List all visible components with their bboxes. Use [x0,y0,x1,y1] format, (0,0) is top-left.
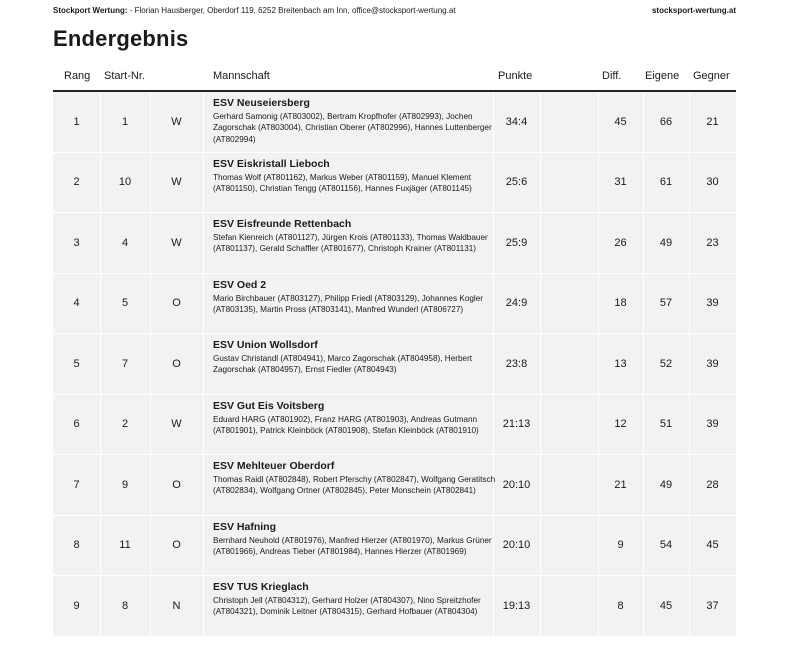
column-divider [540,274,541,334]
header-info [53,6,456,15]
group-cell: O [172,478,181,491]
rank-cell: 6 [73,418,80,431]
diff-cell: 12 [614,418,627,431]
team-players: Thomas Raidl (AT802848), Robert Pferschy (AT802847), Wolfgang Geratitsch (AT802834), Wolfgang Ortner (AT802845), Peter Monschein (AT802841) [213,475,496,496]
diff-cell: 18 [614,297,627,310]
column-divider [540,576,541,636]
header-org-label: Stockport Wertung: [53,6,128,15]
group-cell: O [172,539,181,552]
team-name: ESV Eisfreunde Rettenbach [213,218,352,230]
team-cell [213,521,498,558]
own-score-cell: 57 [659,297,673,310]
table-row [53,213,736,274]
opponent-score-cell: 39 [706,357,719,370]
opponent-score-cell: 39 [706,297,719,310]
column-divider [203,516,204,576]
column-divider [203,455,204,515]
table-row [53,455,736,516]
team-players: Christoph Jell (AT804312), Gerhard Holzer (AT804307), Nino Spreitzhofer (AT804321), Dominik Leitner (AT804315), Gerhard Hofbauer (AT804304) [213,596,481,617]
table-row [53,395,736,456]
column-divider [203,395,204,455]
header-website-link[interactable]: stocksport-wertung.at [651,6,736,15]
own-score-cell: 45 [659,599,673,612]
group-cell: W [171,115,182,128]
col-header-diff: Diff. [602,70,622,82]
column-divider [203,274,204,334]
column-divider [203,334,204,394]
diff-cell: 26 [614,236,627,249]
diff-cell: 8 [617,599,624,612]
team-players: Thomas Wolf (AT801162), Markus Weber (AT801159), Manuel Klement (AT801150), Christian Tengg (AT801156), Hannes Fuxjäger (AT801145) [213,172,472,193]
page-title: Endergebnis [53,26,189,51]
column-divider [540,334,541,394]
column-divider [540,455,541,515]
group-cell: W [171,176,182,189]
team-cell [213,400,498,437]
points-cell: 21:13 [502,418,531,431]
opponent-score-cell: 21 [706,115,719,128]
diff-cell: 13 [614,357,627,370]
start-number-cell: 10 [118,176,132,189]
own-score-cell: 52 [659,357,673,370]
team-players: Eduard HARG (AT801902), Franz HARG (AT801903), Andreas Gutmann (AT801901), Patrick Kleinböck (AT801908), Stefan Kleinböck (AT801910) [213,414,479,435]
own-score-cell: 61 [659,176,673,189]
own-score-cell: 54 [659,539,673,552]
opponent-score-cell: 23 [706,236,719,249]
col-header-rang: Rang [64,70,91,82]
start-number-cell: 7 [121,357,129,370]
results-table [53,92,736,637]
table-row [53,334,736,395]
own-score-cell: 51 [659,418,673,431]
team-cell [213,158,498,195]
points-cell: 20:10 [502,539,531,552]
col-header-punkte: Punkte [498,70,533,82]
col-header-gegner: Gegner [693,70,730,82]
opponent-score-cell: 28 [706,478,719,491]
table-row [53,274,736,335]
points-cell: 24:9 [505,297,528,310]
column-divider [203,576,204,636]
opponent-score-cell: 37 [706,599,719,612]
points-cell: 25:9 [505,236,528,249]
diff-cell: 31 [614,176,627,189]
points-cell: 23:8 [505,357,528,370]
start-number-cell: 1 [121,115,129,128]
team-players: Gerhard Samonig (AT803002), Bertram Kropfhofer (AT802993), Jochen Zagorschak (AT803004), Christian Oberer (AT802996), Hannes Luttenberger (AT802994) [213,112,492,144]
rank-cell: 4 [73,297,80,310]
start-number-cell: 9 [121,478,129,491]
team-name: ESV Mehlteuer Oberdorf [213,460,335,472]
team-cell [213,279,498,316]
opponent-score-cell: 39 [706,418,719,431]
start-number-cell: 4 [121,236,129,249]
start-number-cell: 5 [121,297,129,310]
own-score-cell: 49 [659,236,673,249]
opponent-score-cell: 30 [706,176,719,189]
col-header-eigene: Eigene [645,70,680,82]
team-players: Gustav Christandl (AT804941), Marco Zagorschak (AT804958), Herbert Zagorschak (AT804957), Ernst Fiedler (AT804943) [213,354,473,375]
rank-cell: 5 [73,357,80,370]
table-row [53,153,736,214]
rank-cell: 2 [73,176,80,189]
page-header [53,6,736,20]
team-name: ESV Eiskristall Lieboch [213,157,330,170]
group-cell: W [171,236,182,249]
team-name: ESV Hafning [213,520,277,533]
group-cell: O [172,297,181,310]
col-header-mannschaft: Mannschaft [213,70,270,82]
team-players: Mario Birchbauer (AT803127), Philipp Friedl (AT803129), Johannes Kogler (AT803135), Martin Pross (AT803141), Manfred Wunderl (AT806727) [213,293,484,314]
column-divider [203,213,204,273]
rank-cell: 8 [73,539,80,552]
header-contact: - Florian Hausberger, Oberdorf 119, 6252 Breitenbach am Inn, office@stocksport-wertung.at [127,6,456,15]
col-header-start: Start-Nr. [104,70,145,82]
column-divider [203,153,204,213]
start-number-cell: 2 [121,418,129,431]
points-cell: 34:4 [505,115,528,128]
opponent-score-cell: 45 [706,539,719,552]
table-row [53,576,736,637]
points-cell: 25:6 [505,176,528,189]
group-cell: W [171,418,182,431]
team-cell [213,97,498,145]
rank-cell: 3 [73,236,80,249]
own-score-cell: 66 [659,115,673,128]
team-name: ESV Gut Eis Voitsberg [213,399,325,412]
column-divider [540,213,541,273]
diff-cell: 9 [617,539,624,552]
team-name: ESV Neuseiersberg [213,97,310,109]
table-row [53,92,736,153]
rank-cell: 1 [73,115,80,128]
team-cell [213,581,498,618]
start-number-cell: 11 [119,539,131,552]
own-score-cell: 49 [659,478,673,491]
team-name: ESV TUS Krieglach [213,581,309,593]
team-cell [213,460,498,497]
diff-cell: 45 [614,115,627,128]
column-divider [540,516,541,576]
start-number-cell: 8 [121,599,129,612]
rank-cell: 9 [73,599,80,612]
team-name: ESV Union Wollsdorf [213,339,318,351]
group-cell: O [172,357,181,370]
column-divider [540,92,541,152]
team-players: Stefan Kienreich (AT801127), Jürgen Krois (AT801133), Thomas Waldbauer (AT801137), Gerald Schaffler (AT801677), Christoph Krainer (AT801131) [213,233,488,254]
column-divider [203,92,204,152]
rank-cell: 7 [73,478,80,491]
column-divider [540,153,541,213]
team-cell [213,218,498,255]
table-row [53,516,736,577]
table-header [53,62,736,90]
team-name: ESV Oed 2 [213,278,267,291]
points-cell: 19:13 [502,599,531,612]
column-divider [540,395,541,455]
points-cell: 20:10 [502,478,531,491]
team-players: Bernhard Neuhold (AT801976), Manfred Hierzer (AT801970), Markus Grüner (AT801966), Andreas Tieber (AT801984), Hannes Hierzer (AT801969) [213,535,492,556]
team-cell [213,339,498,376]
group-cell: N [172,599,181,612]
diff-cell: 21 [614,478,627,491]
